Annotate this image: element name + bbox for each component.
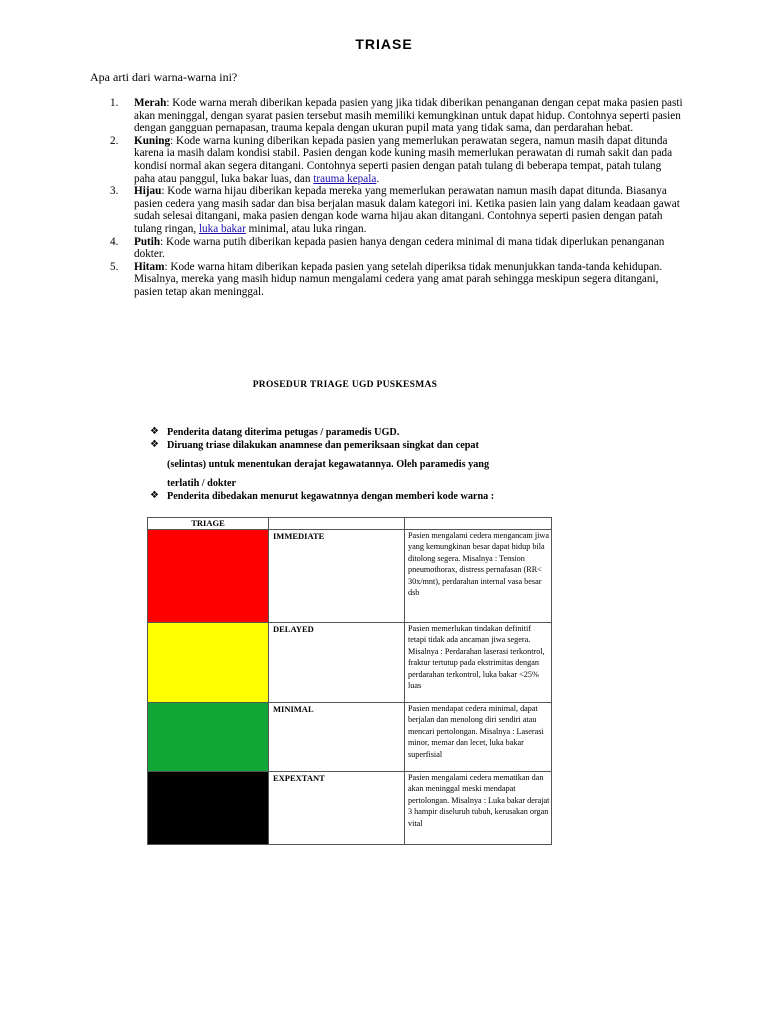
luka-bakar-link[interactable]: luka bakar — [198, 222, 246, 235]
item-keyword: Putih — [134, 235, 161, 248]
color-swatch-yellow — [148, 623, 269, 703]
bullet-item — [150, 439, 530, 452]
triage-level: MINIMAL — [269, 703, 405, 772]
item-text-after: . — [376, 172, 380, 185]
item-keyword: Kuning — [134, 134, 171, 147]
table-header-row — [148, 518, 552, 530]
item-number: 3. — [110, 185, 119, 198]
item-number: 4. — [110, 235, 119, 248]
item-keyword: Hitam — [134, 260, 165, 273]
triage-description: Pasien mengalami cedera mematikan dan akan meninggal meski mendapat pertolongan. Misalnya : Luka bakar derajat 3 hampir diseluruh tubuh, kerusakan organ vital — [405, 772, 552, 845]
bullet-text: Penderita dibedakan menurut kegawatnnya dengan memberi kode warna : — [167, 491, 495, 502]
list-item-kuning — [110, 135, 685, 185]
item-text: : Kode warna kuning diberikan kepada pasien yang memerlukan perawatan segera, namun masih dapat ditunda karena ia masih dalam kondisi stabil. Pasien dengan kode kuning masih memerlukan perawatan di rumah sakit dan pada kondisi normal akan segera ditangani. Contohnya seperti pasien dengan patah tulang di beberapa tempat, patah tulang paha atau panggul, luka bakar luas, dan — [134, 134, 673, 185]
intro-question: Apa arti dari warna-warna ini? — [90, 70, 238, 84]
triage-level: DELAYED — [269, 623, 405, 703]
bullet-item — [150, 490, 530, 503]
item-text: : Kode warna merah diberikan kepada pasien yang jika tidak diberikan penanganan dengan cepat maka pasien pasti akan meninggal, dengan syarat pasien tersebut masih memiliki kemungkinan untuk dapat hidup. Contohnya seperti pasien dengan gangguan pernapasan, trauma kepala dengan ukuran pupil mata yang tidak sama, dan perdarahan hebat. — [134, 97, 683, 135]
item-text: : Kode warna putih diberikan kepada pasien hanya dengan cedera minimal di mana tidak diperlukan penanganan dokter. — [134, 235, 665, 261]
diamond-bullet-icon: ❖ — [150, 439, 159, 450]
list-item-hijau — [110, 185, 685, 235]
table-row — [148, 623, 552, 703]
item-number: 2. — [110, 134, 119, 147]
list-item-putih — [110, 236, 685, 261]
bullet-continuation: (selintas) untuk menentukan derajat kegawatannya. Oleh paramedis yang — [167, 459, 490, 470]
color-swatch-red — [148, 530, 269, 623]
color-code-list — [110, 97, 685, 299]
bullet-text: Penderita datang diterima petugas / paramedis UGD. — [167, 427, 400, 438]
triage-table — [147, 517, 552, 845]
procedure-title: PROSEDUR TRIAGE UGD PUSKESMAS — [252, 380, 438, 390]
table-row — [148, 530, 552, 623]
table-header: TRIAGE — [148, 518, 269, 530]
triage-description: Pasien mendapat cedera minimal, dapat berjalan dan menolong diri sendiri atau mencari pertolongan. Misalnya : Laserasi minor, memar dan lecet, luka bakar superfisial — [405, 703, 552, 772]
procedure-bullets — [150, 426, 530, 503]
bullet-item — [150, 426, 530, 439]
table-header-empty — [405, 518, 552, 530]
item-number: 1. — [110, 97, 119, 109]
color-swatch-green — [148, 703, 269, 772]
item-text: : Kode warna hijau diberikan kepada mereka yang memerlukan perawatan namun masih dapat ditunda. Biasanya pasien cedera yang masih sadar dan bisa berjalan masuk dalam kategori ini. Ketika pasien lain yang dalam keadaan gawat sudah selesai ditangani, maka pasien dengan kode warna hijau akan ditangani. Contohnya seperti pasien dengan patah tulang ringan, — [134, 185, 680, 235]
diamond-bullet-icon: ❖ — [150, 426, 159, 437]
triage-level: IMMEDIATE — [269, 530, 405, 623]
list-item-hitam — [110, 261, 685, 299]
color-swatch-black — [148, 772, 269, 845]
list-item-merah — [110, 97, 685, 135]
table-row — [148, 703, 552, 772]
trauma-kepala-link[interactable]: trauma kepala — [313, 172, 377, 185]
triage-description: Pasien memerlukan tindakan definitif tetapi tidak ada ancaman jiwa segera. Misalnya : Perdarahan laserasi terkontrol, fraktur tertutup pada ekstrimitas dengan perdarahan terkontrol, luka bakar <25% luas — [405, 623, 552, 703]
item-keyword: Merah — [134, 97, 167, 109]
item-number: 5. — [110, 260, 119, 273]
triage-level: EXPEXTANT — [269, 772, 405, 845]
item-text-after: minimal, atau luka ringan. — [245, 222, 367, 235]
page-title: TRIASE — [355, 36, 413, 52]
diamond-bullet-icon: ❖ — [150, 490, 159, 501]
triage-description: Pasien mengalami cedera mengancam jiwa yang kemungkinan besar dapat hidup bila ditolong segera. Misalnya : Tension pneumothorax, distress pernafasan (RR< 30x/mnt), perdarahan internal vasa besar dsb — [405, 530, 552, 623]
table-header-empty — [269, 518, 405, 530]
item-text: : Kode warna hitam diberikan kepada pasien yang setelah diperiksa tidak menunjukkan tanda-tanda kehidupan. Misalnya, mereka yang masih hidup namun mengalami cedera yang amat parah sehingga meskipun segera ditangani, pasien tetap akan meninggal. — [134, 260, 663, 298]
item-keyword: Hijau — [134, 185, 162, 198]
bullet-continuation: terlatih / dokter — [167, 478, 237, 489]
bullet-text: Diruang triase dilakukan anamnese dan pemeriksaan singkat dan cepat — [167, 440, 479, 451]
table-row — [148, 772, 552, 845]
